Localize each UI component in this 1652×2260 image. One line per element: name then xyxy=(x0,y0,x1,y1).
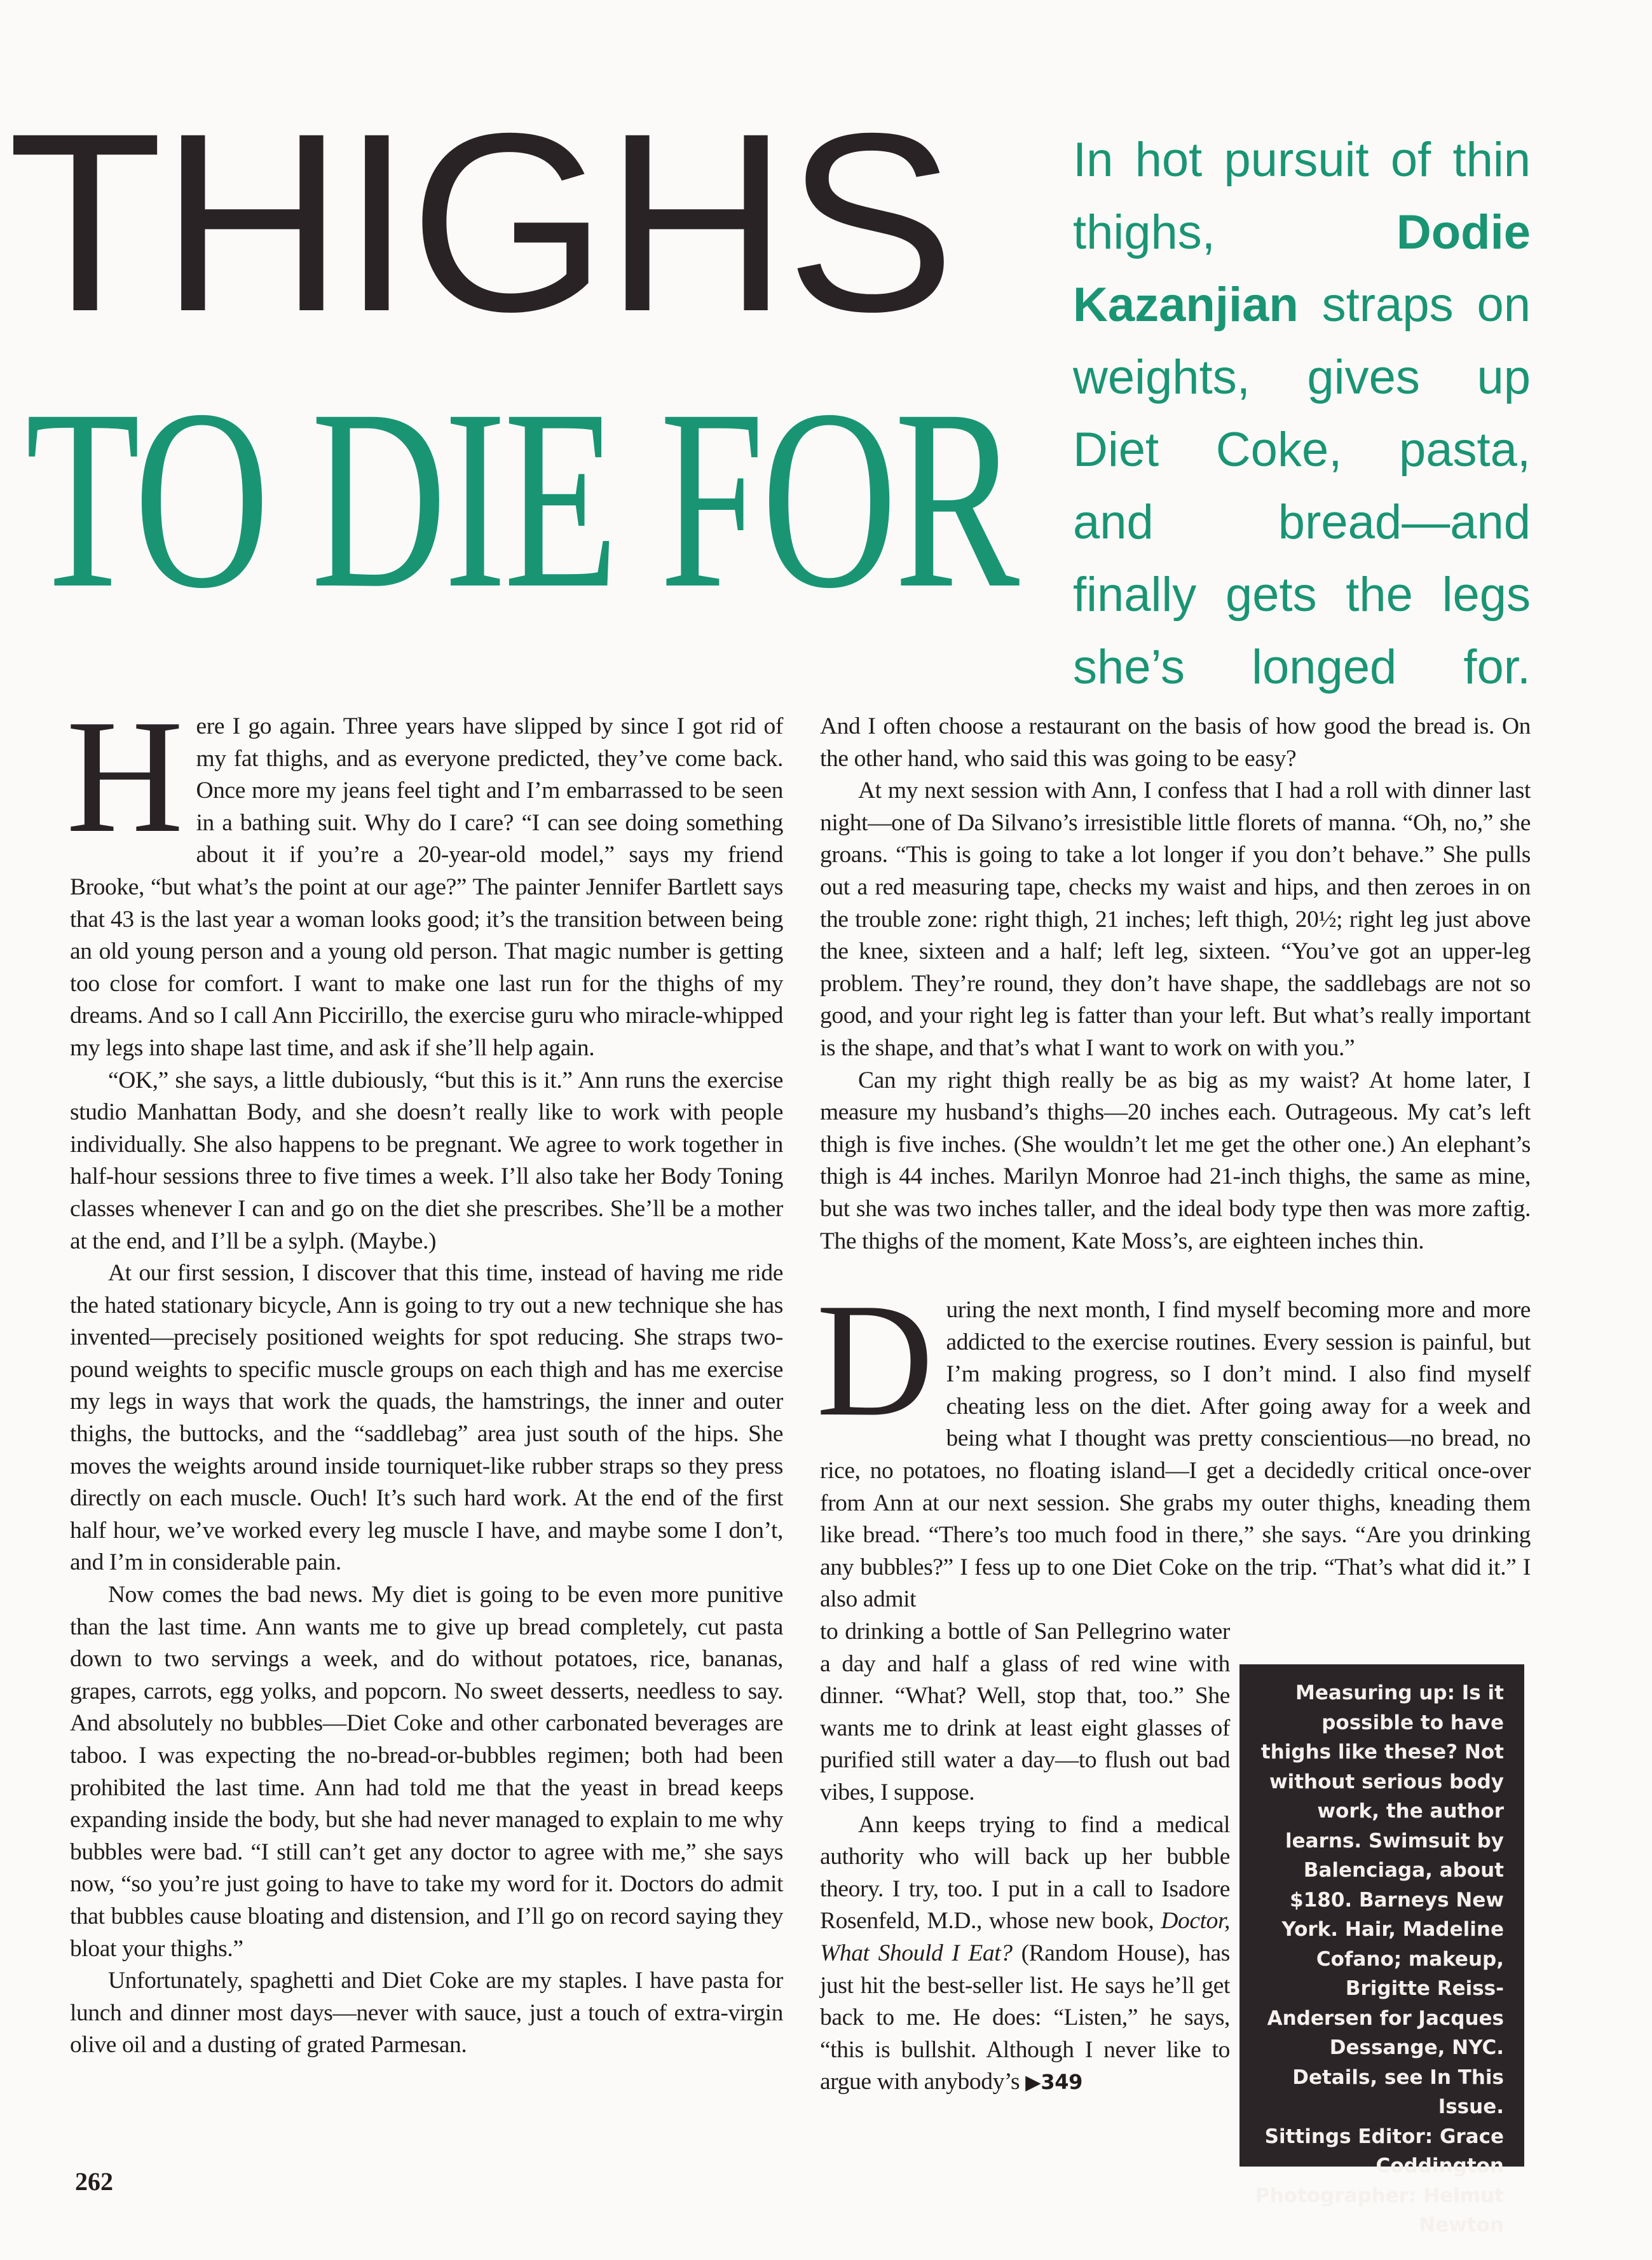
paragraph-text: ere I go again. Three years have slipped by since I got rid of my fat thighs, and as everyone predicted, they’ve come back. Once more my jeans feel tight and I’m embarrassed to be seen in a bathing suit. Why do I care? “I can see doing something about it if you’re a 20-year-old model,” says my friend Brooke, “but what’s the point at our age?” The painter Jennifer Bartlett says that 43 is the last year a woman looks good; it’s the transition between being an old young person and a young old person. That magic number is getting too close for comfort. I want to make one last run for the thighs of my dreams. And so I call Ann Piccirillo, the exercise guru who miracle-whipped my legs into shape last time, and ask if she’ll help again. xyxy=(70,713,783,1061)
page-number: 262 xyxy=(75,2167,113,2196)
paragraph-pre: Ann keeps trying to find a medical authority who will back up her bubble theory. I try, too. I put in a call to Isadore Rosenfeld, M.D., whose new book, xyxy=(820,1811,1230,1935)
paragraph: At our first session, I discover that this time, instead of having me ride the hated stationary bicycle, Ann is going to try out a new technique she has invented—precisely positioned weights for spot reducing. She straps two-pound weights to specific muscle groups on each thigh and has me exercise my legs in ways that work the quads, the hamstrings, the inner and outer thighs, the buttocks, and the “saddlebag” area just south of the hips. She moves the weights around inside tourniquet-like rubber straps so they press directly on each muscle. Ouch! It’s such hard work. At the end of the first half hour, we’ve worked every leg muscle I have, and maybe some I don’t, and I’m in considerable pain. xyxy=(70,1260,783,1576)
headline-line-2: TO DIE FOR xyxy=(25,356,1017,641)
paragraph-text-narrow: to drinking a bottle of San Pellegrino water a day and half a glass of red wine with dinner. “What? Well, stop that, too.” She wants me to drink at least eight glasses of purified still water a day—to flush out bad vibes, I suppose. xyxy=(820,1619,1230,1805)
continued-jump: ▶349 xyxy=(1025,2070,1082,2095)
book-title: Doctor, What Should I Eat? xyxy=(820,1908,1230,1966)
paragraph-post: (Random House), has just hit the best-seller list. He says he’ll get back to me. He does: “Listen,” he says, “this is bullshit. Although I never like to argue with anybody’s xyxy=(820,1940,1230,2095)
paragraph: Can my right thigh really be as big as my waist? At home later, I measure my husband’s thighs—20 inches each. Outrageous. My cat’s left thigh is five inches. (She wouldn’t let me get the other one.) An elephant’s thigh is 44 inches. Marilyn Monroe had 21-inch thighs, the same as mine, but she was two inches taller, and the ideal body type then was more zaftig. The thighs of the moment, Kate Moss’s, are eighteen inches thin. xyxy=(820,1067,1531,1254)
caption-text: Measuring up: Is it possible to have thighs like these? Not without serious body work, the author learns. Swimsuit by Balenciaga, about $180. Barneys New York. Hair, Madeline Cofano; makeup, Brigitte Reiss-Andersen for Jacques Dessange, NYC. Details, see In This Issue. xyxy=(1260,1681,1504,2118)
deck xyxy=(1073,124,1531,704)
paragraph-text: uring the next month, I find myself becoming more and more addicted to the exercise routines. Every session is painful, but I’m making progress, so I don’t mind. I also find myself cheating less on the diet. After going away for a week and being what I thought was pretty conscientious—no bread, no rice, no potatoes, no floating island—I get a decidedly critical once-over from Ann at our next session. She grabs my outer thighs, kneading them like bread. “There’s too much food in there,” she says. “Are you drinking any bubbles?” I fess up to one Diet Coke on the trip. “That’s what did it.” I also admit xyxy=(820,1297,1531,1613)
paragraph xyxy=(66,687,783,1065)
paragraph: “OK,” she says, a little dubiously, “but this is it.” Ann runs the exercise studio Manhattan Body, and she doesn’t really like to work with people individually. She also happens to be pregnant. We agree to work together in half-hour sessions three to five times a week. I’ll also take her Body Toning classes whenever I can and go on the diet she prescribes. She’ll be a mother at the end, and I’ll be a sylph. (Maybe.) xyxy=(70,1067,783,1254)
photo-caption-box xyxy=(1239,1664,1524,2236)
paragraph xyxy=(816,1270,1531,1616)
paragraph: Unfortunately, spaghetti and Diet Coke are my staples. I have pasta for lunch and dinner most days—never with sauce, just a touch of extra-virgin olive oil and a dusting of grated Parmesan. xyxy=(70,1968,783,2058)
drop-cap: D xyxy=(816,1270,934,1451)
article-column-1 xyxy=(66,687,783,2062)
paragraph: At my next session with Ann, I confess that I had a roll with dinner last night—one of Da Silvano’s irresistible little florets of manna. “Oh, no,” she groans. “This is going to take a lot longer if you don’t behave.” She pulls out a red measuring tape, checks my waist and hips, and then zeroes in on the trouble zone: right thigh, 21 inches; left thigh, 20½; right leg just above the knee, sixteen and a half; left leg, sixteen. “You’ve got an upper-leg problem. They’re round, they don’t have shape, the saddlebags are not so good, and your right leg is fatter than your left. But what’s really important is the shape, and that’s what I want to work on with you.” xyxy=(820,777,1531,1061)
deck-pre: In hot pursuit of thin thighs, xyxy=(1073,133,1531,259)
caption-credit-photographer: Photographer: Helmut Newton xyxy=(1255,2184,1504,2236)
paragraph: Now comes the bad news. My diet is going to be even more punitive than the last time. Ann wants me to give up bread completely, cut pasta down to two servings a week, and do without potatoes, rice, bananas, grapes, carrots, egg yolks, and popcorn. No sweet desserts, needless to say. And absolutely no bubbles—Diet Coke and other carbonated beverages are taboo. I was expecting the no-bread-or-bubbles regimen; both had been prohibited the last time. Ann had told me that the yeast in bread keeps expanding inside the body, but she had never managed to explain to me why bubbles were bad. “I still can’t get any doctor to agree with me,” she says now, “so you’re just going to have to take my word for it. Doctors do admit that bubbles cause bloating and distension, and I’ll go on record saying they bloat your thighs.” xyxy=(70,1582,783,1962)
deck-post: straps on weights, gives up Diet Coke, pasta, and bread—and finally gets the legs she’s longed for. xyxy=(1073,278,1531,694)
caption-credit-sittings: Sittings Editor: Grace Coddington xyxy=(1264,2125,1504,2177)
drop-cap: H xyxy=(66,687,184,866)
deck-author: Dodie Kazanjian xyxy=(1073,205,1531,332)
deck-text xyxy=(1073,124,1531,704)
paragraph-text-narrow xyxy=(820,1809,1230,2099)
headline-line-1: THIGHS xyxy=(8,80,953,364)
paragraph: And I often choose a restaurant on the basis of how good the bread is. On the other hand, who said this was going to be easy? xyxy=(820,713,1531,772)
